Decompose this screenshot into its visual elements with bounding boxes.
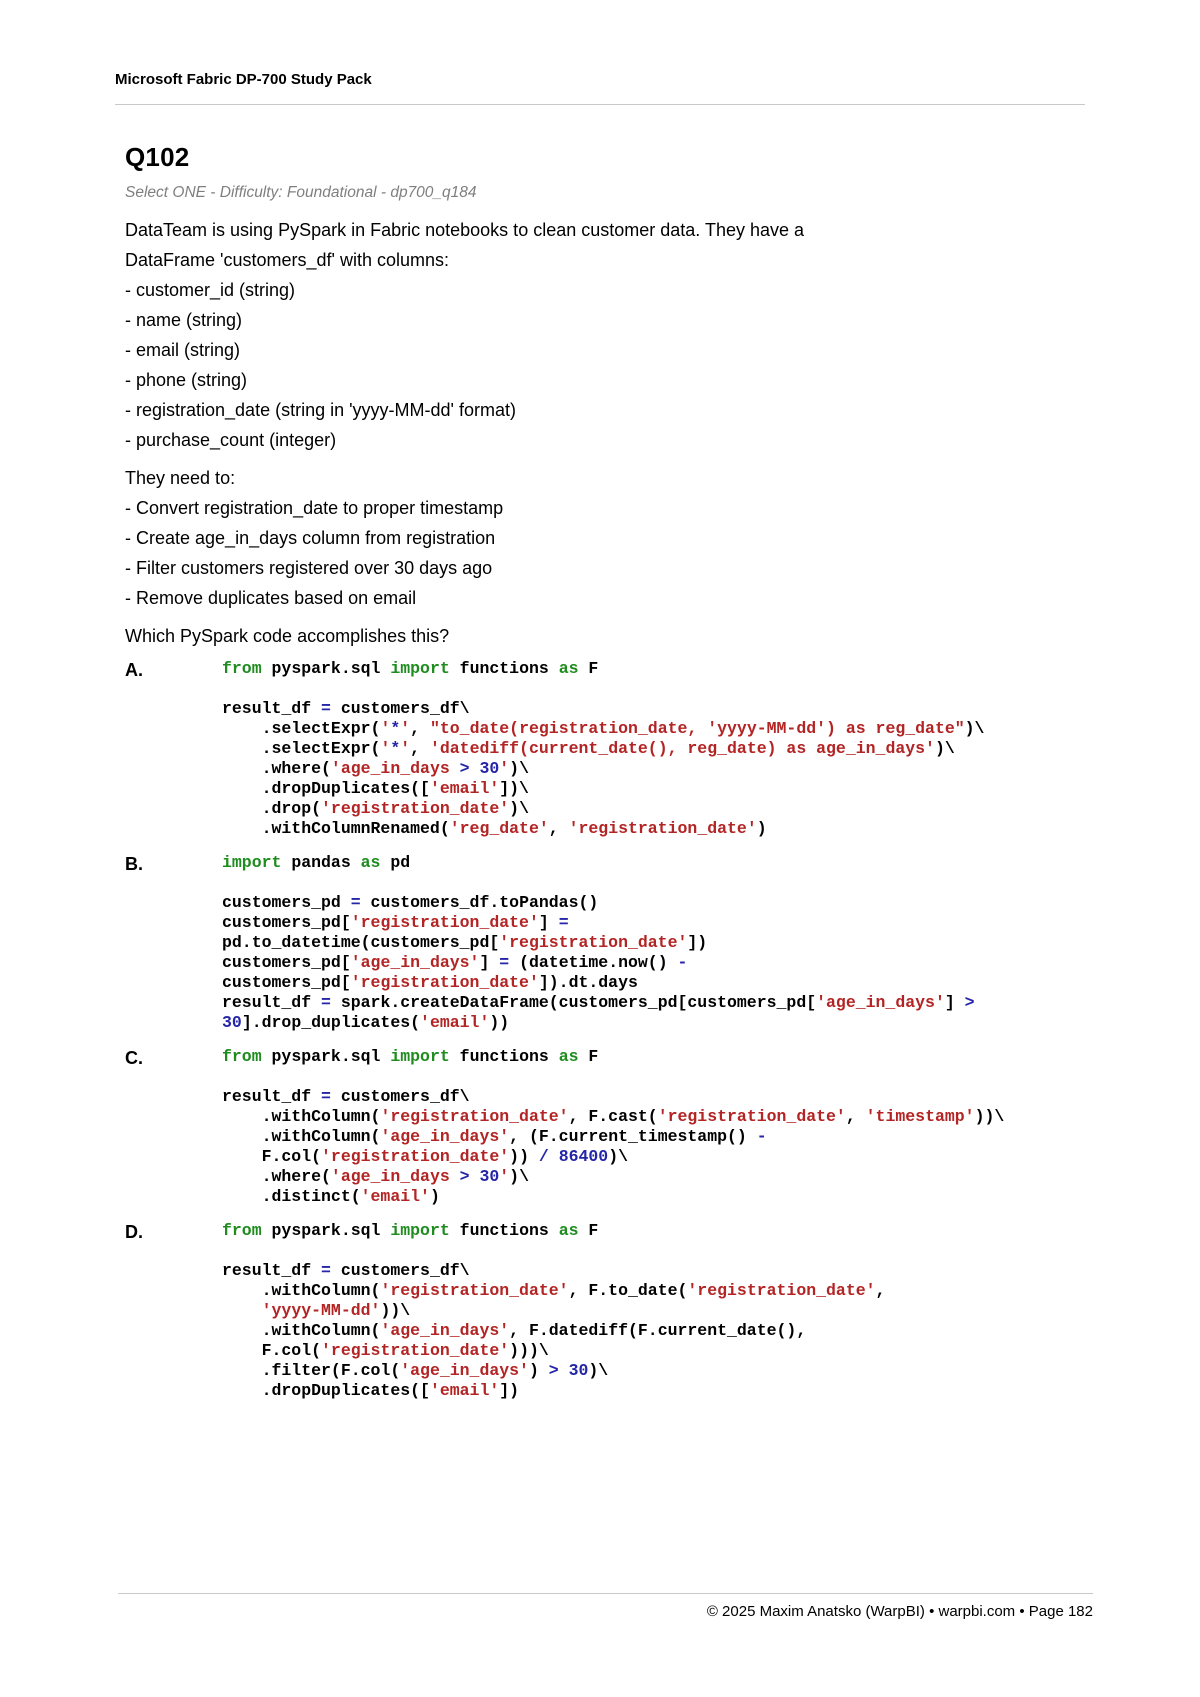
footer-text: © 2025 Maxim Anatsko (WarpBI) • warpbi.com • Page 182	[706, 1603, 1093, 1620]
question-paragraph	[125, 215, 1090, 455]
code-line: .where('age_in_days > 30')\	[222, 759, 529, 778]
code-line: .selectExpr('*', 'datediff(current_date(), reg_date) as age_in_days')\	[222, 739, 955, 758]
answer-option	[125, 1221, 1090, 1401]
code-line: result_df = customers_df\	[222, 1087, 470, 1106]
header-title: Microsoft Fabric DP-700 Study Pack	[115, 71, 372, 88]
code-line: .selectExpr('*', "to_date(registration_date, 'yyyy-MM-dd') as reg_date")\	[222, 719, 985, 738]
code-line: customers_pd['age_in_days'] = (datetime.now() -	[222, 953, 688, 972]
code-line: .filter(F.col('age_in_days') > 30)\	[222, 1361, 609, 1380]
option-label: B.	[125, 854, 143, 874]
question-number: Q102	[125, 142, 190, 172]
question-content	[125, 142, 1090, 1415]
code-line	[222, 1241, 885, 1261]
code-line: customers_pd['registration_date'] =	[222, 913, 569, 932]
question-body	[125, 215, 1090, 651]
question-meta: Select ONE - Difficulty: Foundational - dp700_q184	[125, 184, 477, 201]
code-line: customers_pd['registration_date']).dt.days	[222, 973, 638, 992]
text-line: - customer_id (string)	[125, 280, 296, 300]
code-line: .drop('registration_date')\	[222, 799, 529, 818]
code-line	[222, 873, 975, 893]
code-line: result_df = customers_df\	[222, 1261, 470, 1280]
code-line: F.col('registration_date')) / 86400)\	[222, 1147, 629, 1166]
code-line: pd.to_datetime(customers_pd['registration_date'])	[222, 933, 708, 952]
option-code-block	[222, 659, 984, 839]
code-line: .withColumn('registration_date', F.cast('registration_date', 'timestamp'))\	[222, 1107, 1005, 1126]
option-code-block	[222, 1047, 1004, 1207]
text-line: Which PySpark code accomplishes this?	[125, 626, 450, 646]
text-line: DataFrame 'customers_df' with columns:	[125, 250, 449, 270]
code-line: .withColumnRenamed('reg_date', 'registration_date')	[222, 819, 767, 838]
text-line: - phone (string)	[125, 370, 248, 390]
answer-options	[125, 659, 1090, 1401]
code-line: result_df = spark.createDataFrame(customers_pd[customers_pd['age_in_days'] >	[222, 993, 975, 1012]
text-line: - Filter customers registered over 30 days ago	[125, 558, 493, 578]
code-line: .withColumn('registration_date', F.to_date('registration_date',	[222, 1281, 886, 1300]
code-line: F.col('registration_date')))\	[222, 1341, 549, 1360]
text-line: - email (string)	[125, 340, 241, 360]
text-line: They need to:	[125, 468, 236, 488]
text-line: - Convert registration_date to proper timestamp	[125, 498, 504, 518]
option-label: A.	[125, 660, 143, 680]
code-line: .where('age_in_days > 30')\	[222, 1167, 529, 1186]
option-code-block	[222, 1221, 885, 1401]
text-line: - registration_date (string in 'yyyy-MM-dd' format)	[125, 400, 516, 420]
code-line: from pyspark.sql import functions as F	[222, 1047, 599, 1066]
code-line: 30].drop_duplicates('email'))	[222, 1013, 510, 1032]
footer-divider	[118, 1593, 1093, 1594]
option-code-block	[222, 853, 975, 1033]
code-line: .withColumn('age_in_days', (F.current_timestamp() -	[222, 1127, 767, 1146]
code-line: from pyspark.sql import functions as F	[222, 659, 599, 678]
code-line: customers_pd = customers_df.toPandas()	[222, 893, 599, 912]
answer-option	[125, 1047, 1090, 1207]
text-line: - Remove duplicates based on email	[125, 588, 417, 608]
text-line: - Create age_in_days column from registration	[125, 528, 496, 548]
question-paragraph	[125, 621, 1090, 651]
code-line: result_df = customers_df\	[222, 699, 470, 718]
code-line: .dropDuplicates(['email'])\	[222, 779, 529, 798]
code-line: from pyspark.sql import functions as F	[222, 1221, 599, 1240]
code-line: 'yyyy-MM-dd'))\	[261, 1301, 411, 1320]
code-line	[222, 679, 984, 699]
answer-option	[125, 853, 1090, 1033]
code-line: .withColumn('age_in_days', F.datediff(F.current_date(),	[222, 1321, 807, 1340]
header-divider	[115, 104, 1085, 105]
code-line	[222, 1067, 1004, 1087]
option-label: C.	[125, 1048, 143, 1068]
code-line: .dropDuplicates(['email'])	[222, 1381, 520, 1400]
text-line: DataTeam is using PySpark in Fabric notebooks to clean customer data. They have a	[125, 220, 805, 240]
option-label: D.	[125, 1222, 143, 1242]
answer-option	[125, 659, 1090, 839]
code-line: .distinct('email')	[222, 1187, 440, 1206]
text-line: - name (string)	[125, 310, 243, 330]
question-paragraph	[125, 463, 1090, 613]
code-line: import pandas as pd	[222, 853, 411, 872]
text-line: - purchase_count (integer)	[125, 430, 337, 450]
